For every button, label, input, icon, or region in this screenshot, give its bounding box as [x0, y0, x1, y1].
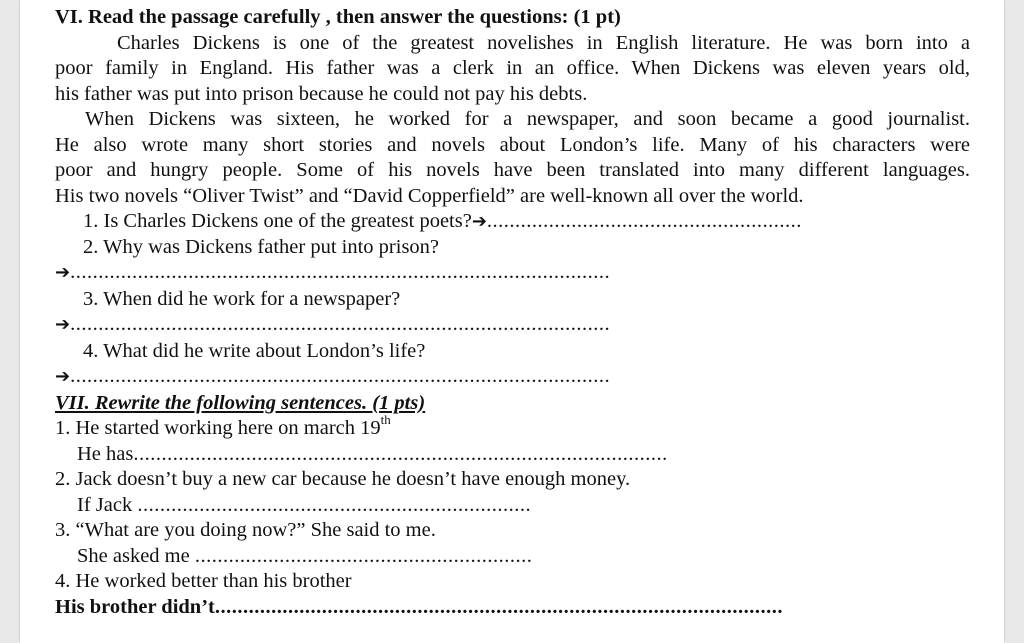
- question-2-text: Why was Dickens father put into prison?: [103, 235, 440, 258]
- passage-line-7: His two novels “Oliver Twist” and “David Copperfield” are well-known all over the world.: [55, 184, 804, 207]
- rewrite-2-sentence: 2. Jack doesn’t buy a new car because he doesn’t have enough money.: [55, 468, 631, 490]
- question-3-number: 3.: [83, 287, 99, 310]
- question-2-number: 2.: [83, 235, 99, 258]
- worksheet-content: [55, 5, 970, 620]
- question-1-number: 1.: [83, 210, 99, 232]
- worksheet-page: [20, 0, 1004, 643]
- rewrite-3-blank[interactable]: ............................................................: [194, 544, 533, 567]
- passage-line-2: poor family in England. His father was a clerk in an office. When Dickens was eleven years old,: [55, 57, 970, 79]
- answer-4-blank[interactable]: ................................................................................................: [70, 365, 611, 387]
- arrow-icon: ➔: [471, 211, 487, 232]
- rewrite-2-blank[interactable]: ......................................................................: [137, 493, 532, 516]
- answer-4-line: [55, 364, 970, 390]
- passage-line-6: poor and hungry people. Some of his novels have been translated into many different languages.: [55, 159, 970, 181]
- answer-1-blank[interactable]: ........................................................: [486, 210, 802, 232]
- rewrite-1-blank[interactable]: ...............................................................................................: [133, 442, 668, 465]
- answer-2-blank[interactable]: ................................................................................................: [70, 261, 611, 283]
- question-4-text: What did he write about London’s life?: [103, 339, 426, 362]
- rewrite-1-start: He has: [77, 442, 134, 465]
- rewrite-2-start: If Jack: [77, 493, 138, 516]
- rewrite-3-sentence: 3. “What are you doing now?” She said to me.: [55, 519, 436, 541]
- question-1-text: Is Charles Dickens one of the greatest poets?: [103, 210, 472, 232]
- rewrite-2-answer: [55, 493, 970, 519]
- rewrite-1-text: 1. He started working here on march 19: [55, 417, 381, 439]
- section-6-heading: VI. Read the passage carefully , then answer the questions: (1 pt): [55, 6, 621, 28]
- passage-line-4: When Dickens was sixteen, he worked for a newspaper, and soon became a good journalist.: [85, 108, 970, 130]
- question-4-number: 4.: [83, 339, 99, 362]
- arrow-icon: ➔: [55, 314, 71, 335]
- arrow-icon: ➔: [55, 262, 71, 283]
- rewrite-1-sup: th: [380, 412, 391, 428]
- question-3: [55, 287, 970, 313]
- question-1: [55, 209, 970, 235]
- rewrite-3-answer: [55, 544, 970, 570]
- question-3-text: When did he work for a newspaper?: [103, 287, 401, 310]
- rewrite-3-start: She asked me: [77, 544, 195, 567]
- rewrite-4-sentence: 4. He worked better than his brother: [55, 570, 352, 592]
- passage-line-3: his father was put into prison because he could not pay his debts.: [55, 82, 588, 105]
- passage-line-5: He also wrote many short stories and novels about London’s life. Many of his characters were: [55, 133, 970, 156]
- answer-3-line: [55, 312, 970, 338]
- answer-3-blank[interactable]: ................................................................................................: [70, 313, 611, 335]
- rewrite-1-answer: [55, 442, 970, 468]
- question-4: [55, 339, 970, 365]
- answer-2-line: [55, 260, 970, 286]
- arrow-icon: ➔: [55, 366, 71, 387]
- rewrite-4-answer: [55, 595, 970, 621]
- section-7-heading: VII. Rewrite the following sentences. (1 pts): [55, 391, 426, 414]
- rewrite-4-start: His brother didn’t: [55, 595, 215, 618]
- rewrite-1-sentence: [55, 412, 970, 442]
- passage-line-1: Charles Dickens is one of the greatest novelishes in English literature. He was born into a: [117, 31, 970, 54]
- rewrite-4-blank[interactable]: .....................................................................................................: [214, 595, 783, 618]
- question-2: [55, 235, 970, 261]
